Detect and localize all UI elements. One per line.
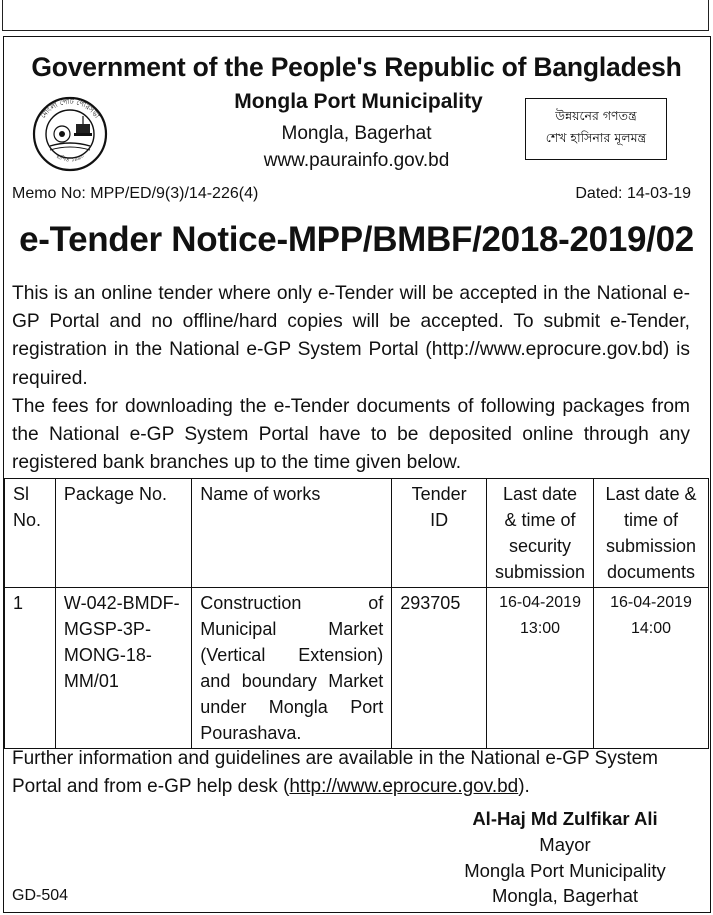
memo-number: Memo No: MPP/ED/9(3)/14-226(4) (12, 185, 259, 202)
cell-package: W-042-BMDF-MGSP-3P-MONG-18-MM/01 (55, 588, 191, 749)
municipality-seal-logo (28, 94, 112, 172)
footer-text: Further information and guidelines are available in the National e-GP System Portal and from e-GP help desk ( (12, 748, 658, 797)
slogan-line-1: উন্নয়নের গণতন্ত্র (555, 108, 637, 123)
signatory-title: Mayor (539, 834, 591, 855)
paragraph-fees: The fees for downloading the e-Tender documents of following packages from the National e-GP System Portal have to be deposited online through any registered bank branches up to the time given below. (12, 396, 690, 474)
cell-security-datetime (487, 588, 594, 749)
table-header-row (5, 479, 709, 588)
table-row (5, 588, 709, 749)
svg-text:স্থাপিত ১৯৯০: স্থাপিত ১৯৯০ (54, 153, 86, 164)
website: www.paurainfo.gov.bd (263, 150, 450, 171)
tender-table (4, 478, 709, 749)
location: Mongla, Bagerhat (281, 123, 432, 144)
signatory-name: Al-Haj Md Zulfikar Ali (472, 808, 658, 829)
col-sl: Sl No. (5, 479, 56, 588)
paragraph-registration: This is an online tender where only e-Tender will be accepted in the National e-GP Portal and no offline/hard copies will be accepted. To submit e-Tender, registration in the National e-GP System Portal (http://www.eprocure.gov.bd) is required. (12, 283, 690, 389)
government-title: Government of the People's Republic of Bangladesh (31, 52, 682, 82)
further-information (12, 745, 692, 801)
municipality-name: Mongla Port Municipality (234, 90, 483, 113)
col-security-date: Last date & time of security submission (487, 479, 594, 588)
signatory-organization: Mongla Port Municipality (464, 860, 666, 881)
submission-time: 14:00 (631, 620, 672, 637)
col-package: Package No. (55, 479, 191, 588)
svg-text:মোংলা পোর্ট পৌরসভা: মোংলা পোর্ট পৌরসভা (39, 97, 101, 120)
signatory-place: Mongla, Bagerhat (491, 885, 639, 906)
cell-submission-datetime (594, 588, 709, 749)
notice-title: e-Tender Notice-MPP/BMBF/2018-2019/02 (19, 220, 694, 259)
security-time: 13:00 (520, 620, 561, 637)
slogan-box (525, 98, 667, 160)
gd-code: GD-504 (12, 887, 69, 904)
col-submission-date: Last date & time of submission documents (594, 479, 709, 588)
col-works: Name of works (192, 479, 392, 588)
security-date: 16-04-2019 (499, 594, 581, 611)
cell-tender-id: 293705 (392, 588, 487, 749)
cell-sl: 1 (5, 588, 56, 749)
top-strip (2, 0, 709, 31)
eprocure-link[interactable]: http://www.eprocure.gov.bd (289, 776, 519, 797)
footer-end: ). (518, 776, 530, 797)
memo-date: Dated: 14-03-19 (575, 185, 691, 202)
cell-works: Construction of Municipal Market (Vertical Extension) and boundary Market under Mongla Port Pourashava. (192, 588, 392, 749)
submission-date: 16-04-2019 (610, 594, 692, 611)
slogan-line-2: শেখ হাসিনার মূলমন্ত্র (545, 130, 647, 145)
col-tender-id: Tender ID (392, 479, 487, 588)
